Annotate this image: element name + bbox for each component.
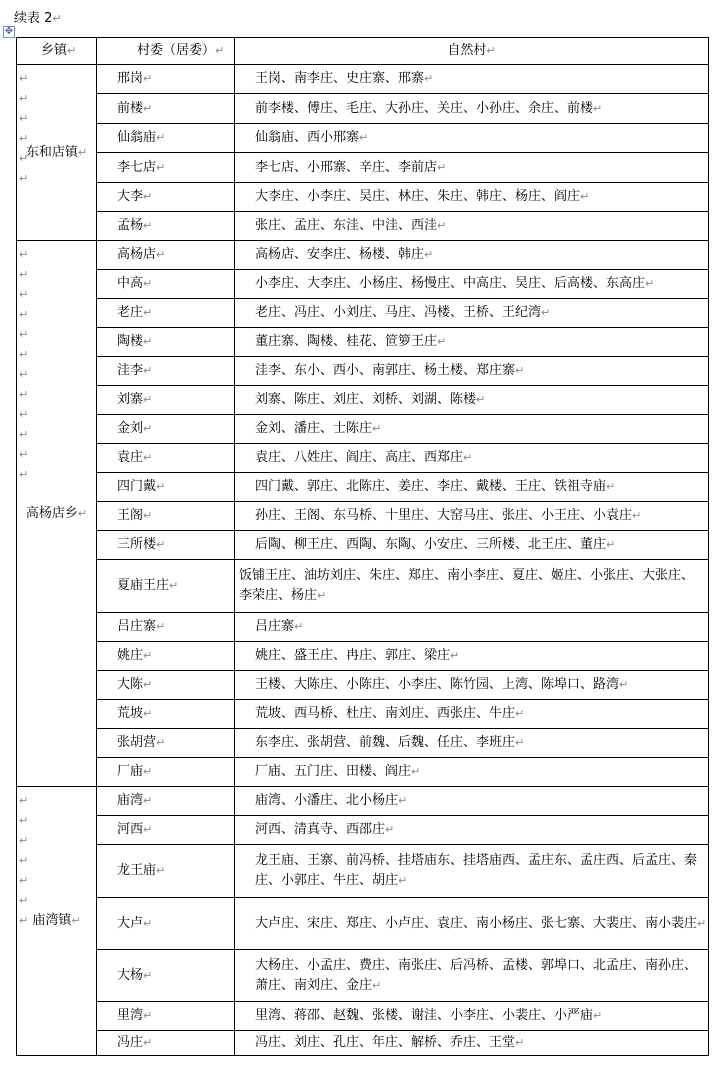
table-row (17, 94, 709, 124)
committee-name: 袁庄 (117, 450, 144, 465)
committee-name: 老庄 (117, 305, 144, 320)
committee-cell: 龙王庙↵ (97, 845, 235, 898)
table-row (17, 444, 709, 473)
natural-villages-cell: 张庄、孟庄、东洼、中洼、西洼↵ (235, 212, 709, 241)
natural-villages-list: 冯庄、刘庄、孔庄、年庄、解桥、乔庄、王堂 (255, 1035, 516, 1050)
committee-cell: 姚庄↵ (97, 642, 235, 671)
committee-name: 大杨 (117, 967, 144, 983)
table-row (17, 65, 709, 94)
table-move-handle-icon[interactable]: ✥ (4, 26, 14, 37)
committee-cell: 庙湾↵ (97, 787, 235, 816)
natural-villages-list: 老庄、冯庄、小刘庄、马庄、冯楼、王桥、王纪湾 (255, 305, 542, 320)
committee-cell: 金刘↵ (97, 415, 235, 444)
village-table (16, 37, 709, 1056)
natural-villages-list: 姚庄、盛王庄、冉庄、郭庄、梁庄 (255, 648, 451, 663)
natural-villages-list: 龙王庙、王寨、前冯桥、挂塔庙东、挂塔庙西、孟庄东、孟庄西、后孟庄、秦庄、小郭庄、牛庄、胡庄 (255, 853, 698, 888)
committee-cell: 仙翁庙↵ (97, 124, 235, 153)
table-row (17, 328, 709, 357)
committee-cell: 前楼↵ (97, 94, 235, 124)
natural-villages-list: 四门戴、郭庄、北陈庄、姜庄、李庄、戴楼、王庄、铁祖寺庙 (255, 479, 607, 494)
table-row (17, 299, 709, 328)
header-natural-villages: 自然村↵ (235, 38, 709, 65)
natural-villages-list: 洼李、东小、西小、南郭庄、杨土楼、郑庄寨 (255, 363, 516, 378)
committee-cell: 大李↵ (97, 183, 235, 212)
table-header-row (17, 38, 709, 65)
committee-name: 夏庙王庄 (117, 578, 170, 593)
paragraph-marks: ↵ ↵ ↵ ↵ ↵ ↵ ↵ (19, 794, 29, 927)
table-row (17, 950, 709, 1002)
table-row (17, 502, 709, 531)
natural-villages-list: 后陶、柳王庄、西陶、东陶、小安庄、三所楼、北王庄、董庄 (255, 537, 607, 552)
committee-name: 洼李 (117, 363, 144, 378)
natural-villages-cell: 李七店、小邢寨、辛庄、李前店↵ (235, 153, 709, 183)
natural-villages-cell: 荒坡、西马桥、杜庄、南刘庄、西张庄、牛庄↵ (235, 700, 709, 729)
committee-name: 中高 (117, 276, 144, 291)
natural-villages-cell: 洼李、东小、西小、南郭庄、杨土楼、郑庄寨↵ (235, 357, 709, 386)
header-committee: 村委（居委）↵ (97, 38, 235, 65)
committee-name: 河西 (117, 822, 144, 837)
committee-name: 三所楼 (117, 537, 157, 552)
township-cell: ↵ ↵ ↵ ↵ ↵ ↵ ↵ 庙湾镇↵ (17, 787, 97, 1056)
table-row (17, 270, 709, 299)
table-row (17, 642, 709, 671)
natural-villages-list: 董庄寨、陶楼、桂花、笸箩王庄 (255, 334, 438, 349)
table-row (17, 787, 709, 816)
committee-cell: 王阁↵ (97, 502, 235, 531)
committee-cell: 厂庙↵ (97, 758, 235, 787)
table-row (17, 1002, 709, 1031)
table-row (17, 758, 709, 787)
table-row (17, 898, 709, 950)
committee-cell: 孟杨↵ (97, 212, 235, 241)
committee-name: 龙王庙 (117, 863, 157, 878)
natural-villages-cell: 刘寨、陈庄、刘庄、刘桥、刘湖、陈楼↵ (235, 386, 709, 415)
committee-cell: 大陈↵ (97, 671, 235, 700)
committee-name: 刘寨 (117, 392, 144, 407)
committee-name: 冯庄 (117, 1035, 144, 1050)
committee-cell: 李七店↵ (97, 153, 235, 183)
natural-villages-cell: 冯庄、刘庄、孔庄、年庄、解桥、乔庄、王堂↵ (235, 1031, 709, 1056)
natural-villages-list: 河西、清真寺、西邵庄 (255, 822, 386, 837)
committee-name: 吕庄寨 (117, 619, 157, 634)
committee-name: 厂庙 (117, 764, 144, 779)
committee-name: 大李 (117, 189, 144, 204)
township-label: 高杨店乡 (25, 505, 78, 521)
committee-cell: 荒坡↵ (97, 700, 235, 729)
natural-villages-list: 金刘、潘庄、士陈庄 (255, 421, 373, 436)
committee-name: 大卢 (117, 915, 144, 931)
natural-villages-cell: 姚庄、盛王庄、冉庄、郭庄、梁庄↵ (235, 642, 709, 671)
natural-villages-list: 王楼、大陈庄、小陈庄、小李庄、陈竹园、上湾、陈埠口、路湾 (255, 677, 620, 692)
table-row (17, 560, 709, 613)
natural-villages-cell: 王岗、南李庄、史庄寨、邢寨↵ (235, 65, 709, 94)
natural-villages-cell: 高杨店、安李庄、杨楼、韩庄↵ (235, 241, 709, 270)
table-row (17, 1031, 709, 1056)
committee-name: 四门戴 (117, 479, 157, 494)
committee-name: 前楼 (117, 100, 144, 116)
natural-villages-cell: 四门戴、郭庄、北陈庄、姜庄、李庄、戴楼、王庄、铁祖寺庙↵ (235, 473, 709, 502)
natural-villages-list: 刘寨、陈庄、刘庄、刘桥、刘湖、陈楼 (255, 392, 477, 407)
township-label: 东和店镇 (25, 144, 78, 160)
committee-cell: 四门戴↵ (97, 473, 235, 502)
natural-villages-cell: 王楼、大陈庄、小陈庄、小李庄、陈竹园、上湾、陈埠口、路湾↵ (235, 671, 709, 700)
natural-villages-cell: 里湾、蒋邵、赵魏、张楼、谢洼、小李庄、小裴庄、小严庙↵ (235, 1002, 709, 1031)
paragraph-marks: ↵ ↵ ↵ ↵ ↵ ↵ ↵ ↵ ↵ ↵ ↵ ↵ (19, 248, 29, 481)
natural-villages-list: 庙湾、小潘庄、北小杨庄 (255, 793, 399, 808)
natural-villages-cell: 老庄、冯庄、小刘庄、马庄、冯楼、王桥、王纪湾↵ (235, 299, 709, 328)
committee-cell: 张胡营↵ (97, 729, 235, 758)
committee-name: 姚庄 (117, 648, 144, 663)
table-row (17, 845, 709, 898)
table-row (17, 531, 709, 560)
table-row (17, 671, 709, 700)
natural-villages-cell: 小李庄、大李庄、小杨庄、杨慢庄、中高庄、吴庄、后高楼、东高庄↵ (235, 270, 709, 299)
committee-cell: 袁庄↵ (97, 444, 235, 473)
natural-villages-cell: 龙王庙、王寨、前冯桥、挂塔庙东、挂塔庙西、孟庄东、孟庄西、后孟庄、秦庄、小郭庄、牛庄、胡庄↵ (235, 845, 709, 898)
committee-cell: 老庄↵ (97, 299, 235, 328)
committee-cell: 吕庄寨↵ (97, 613, 235, 642)
natural-villages-list: 王岗、南李庄、史庄寨、邢寨 (255, 71, 425, 86)
natural-villages-list: 李七店、小邢寨、辛庄、李前店 (255, 159, 438, 175)
committee-cell: 高杨店↵ (97, 241, 235, 270)
table-row (17, 357, 709, 386)
committee-cell: 大杨↵ (97, 950, 235, 1002)
table-row (17, 183, 709, 212)
committee-cell: 河西↵ (97, 816, 235, 845)
natural-villages-list: 张庄、孟庄、东洼、中洼、西洼 (255, 218, 438, 233)
natural-villages-cell: 董庄寨、陶楼、桂花、笸箩王庄↵ (235, 328, 709, 357)
township-cell: ↵ ↵ ↵ ↵ ↵ ↵ 东和店镇↵ (17, 65, 97, 241)
natural-villages-cell: 大杨庄、小孟庄、费庄、南张庄、后冯桥、孟楼、郭埠口、北孟庄、南孙庄、萧庄、南刘庄、金庄↵ (235, 950, 709, 1002)
natural-villages-cell: 庙湾、小潘庄、北小杨庄↵ (235, 787, 709, 816)
table-row (17, 473, 709, 502)
natural-villages-list: 荒坡、西马桥、杜庄、南刘庄、西张庄、牛庄 (255, 706, 516, 721)
committee-name: 张胡营 (117, 735, 157, 750)
committee-name: 大陈 (117, 677, 144, 692)
committee-cell: 三所楼↵ (97, 531, 235, 560)
table-row (17, 700, 709, 729)
committee-name: 金刘 (117, 421, 144, 436)
committee-cell: 中高↵ (97, 270, 235, 299)
committee-name: 高杨店 (117, 247, 157, 262)
natural-villages-list: 孙庄、王阁、东马桥、十里庄、大窑马庄、张庄、小王庄、小袁庄 (255, 508, 633, 523)
natural-villages-list: 小李庄、大李庄、小杨庄、杨慢庄、中高庄、吴庄、后高楼、东高庄 (255, 276, 646, 291)
committee-name: 荒坡 (117, 706, 144, 721)
natural-villages-list: 大李庄、小李庄、吴庄、林庄、朱庄、韩庄、杨庄、阎庄 (255, 189, 581, 204)
natural-villages-cell: 仙翁庙、西小邢寨↵ (235, 124, 709, 153)
committee-name: 孟杨 (117, 218, 144, 233)
committee-name: 仙翁庙 (117, 130, 157, 145)
committee-name: 邢岗 (117, 71, 144, 86)
natural-villages-list: 大卢庄、宋庄、郑庄、小卢庄、袁庄、南小杨庄、张七寨、大裴庄、南小裴庄 (255, 915, 698, 931)
committee-cell: 夏庙王庄↵ (97, 560, 235, 613)
natural-villages-cell: 大李庄、小李庄、吴庄、林庄、朱庄、韩庄、杨庄、阎庄↵ (235, 183, 709, 212)
table-row (17, 386, 709, 415)
committee-cell: 洼李↵ (97, 357, 235, 386)
table-row (17, 241, 709, 270)
natural-villages-list: 吕庄寨 (255, 619, 295, 634)
table-row (17, 613, 709, 642)
natural-villages-list: 袁庄、八姓庄、阎庄、高庄、西郑庄 (255, 450, 464, 465)
natural-villages-cell: 东李庄、张胡营、前魏、后魏、任庄、李班庄↵ (235, 729, 709, 758)
header-township: 乡镇↵ (17, 38, 97, 65)
natural-villages-cell: 金刘、潘庄、士陈庄↵ (235, 415, 709, 444)
committee-name: 王阁 (117, 508, 144, 523)
table-row (17, 124, 709, 153)
natural-villages-cell: 前李楼、傅庄、毛庄、大孙庄、关庄、小孙庄、余庄、前楼↵ (235, 94, 709, 124)
natural-villages-cell: 河西、清真寺、西邵庄↵ (235, 816, 709, 845)
natural-villages-list: 饭铺王庄、油坊刘庄、朱庄、郑庄、南小李庄、夏庄、姬庄、小张庄、大张庄、李荣庄、杨庄 (239, 568, 695, 603)
committee-cell: 邢岗↵ (97, 65, 235, 94)
committee-name: 陶楼 (117, 334, 144, 349)
natural-villages-list: 大杨庄、小孟庄、费庄、南张庄、后冯桥、孟楼、郭埠口、北孟庄、南孙庄、萧庄、南刘庄、金庄 (255, 957, 698, 993)
township-cell: ↵ ↵ ↵ ↵ ↵ ↵ ↵ ↵ ↵ ↵ ↵ ↵ 高杨店乡↵ (17, 241, 97, 787)
natural-villages-list: 厂庙、五门庄、田楼、阎庄 (255, 764, 412, 779)
committee-cell: 陶楼↵ (97, 328, 235, 357)
committee-cell: 刘寨↵ (97, 386, 235, 415)
natural-villages-cell: 厂庙、五门庄、田楼、阎庄↵ (235, 758, 709, 787)
table-row (17, 729, 709, 758)
table-row (17, 153, 709, 183)
natural-villages-cell: 后陶、柳王庄、西陶、东陶、小安庄、三所楼、北王庄、董庄↵ (235, 531, 709, 560)
natural-villages-list: 高杨店、安李庄、杨楼、韩庄 (255, 247, 425, 262)
natural-villages-list: 前李楼、傅庄、毛庄、大孙庄、关庄、小孙庄、余庄、前楼 (255, 100, 594, 116)
paragraph-marks: ↵ ↵ ↵ ↵ ↵ ↵ (19, 72, 29, 185)
committee-name: 里湾 (117, 1008, 144, 1023)
committee-name: 李七店 (117, 159, 157, 175)
township-label: 庙湾镇 (32, 913, 72, 928)
committee-cell: 冯庄↵ (97, 1031, 235, 1056)
committee-cell: 里湾↵ (97, 1002, 235, 1031)
table-row (17, 816, 709, 845)
table-caption: 续表 2↵ (14, 11, 62, 26)
table-row (17, 415, 709, 444)
committee-cell: 大卢↵ (97, 898, 235, 950)
natural-villages-list: 东李庄、张胡营、前魏、后魏、任庄、李班庄 (255, 735, 516, 750)
committee-name: 庙湾 (117, 793, 144, 808)
natural-villages-cell: 袁庄、八姓庄、阎庄、高庄、西郑庄↵ (235, 444, 709, 473)
natural-villages-cell: 孙庄、王阁、东马桥、十里庄、大窑马庄、张庄、小王庄、小袁庄↵ (235, 502, 709, 531)
natural-villages-list: 里湾、蒋邵、赵魏、张楼、谢洼、小李庄、小裴庄、小严庙 (255, 1008, 594, 1023)
natural-villages-list: 仙翁庙、西小邢寨 (255, 130, 360, 145)
table-row (17, 212, 709, 241)
natural-villages-cell: 大卢庄、宋庄、郑庄、小卢庄、袁庄、南小杨庄、张七寨、大裴庄、南小裴庄↵ (235, 898, 709, 950)
natural-villages-cell: 吕庄寨↵ (235, 613, 709, 642)
natural-villages-cell: 饭铺王庄、油坊刘庄、朱庄、郑庄、南小李庄、夏庄、姬庄、小张庄、大张庄、李荣庄、杨庄↵ (235, 560, 709, 613)
